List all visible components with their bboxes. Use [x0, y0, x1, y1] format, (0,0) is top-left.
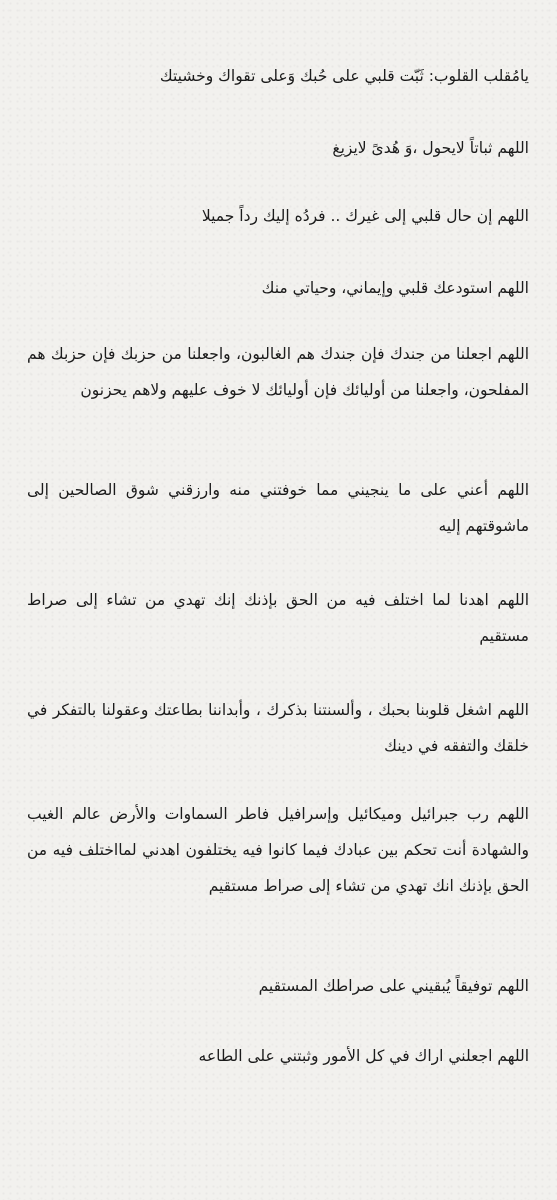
- dua-paragraph-8: اللهم اشغل قلوبنا بحبك ، وألسنتنا بذكرك ، وأبداننا بطاعتك وعقولنا بالتفكر في خلقك والتفقه في دينك: [27, 701, 529, 755]
- dua-paragraph-1: يامُقلب القلوب: ثَبّت قلبي على حُبك وَعلى تقواك وخشيتك: [159, 67, 529, 85]
- dua-paragraph-9: اللهم رب جبرائيل وميكائيل وإسرافيل فاطر السماوات والأرض عالم الغيب والشهادة أنت تحكم بين عبادك فيما كانوا فيه يختلفون اهدني لمااختلف فيه من الحق بإذنك انك تهدي من تشاء إلى صراط مستقيم: [27, 805, 529, 895]
- dua-paragraph-2: اللهم ثباتاً لايحول ،وَ هُدىً لايزيغ: [332, 139, 529, 157]
- dua-paragraph-5: اللهم اجعلنا من جندك فإن جندك هم الغالبون، واجعلنا من حزبك فإن حزبك هم المفلحون، واجعلنا من أوليائك فإن أوليائك لا خوف عليهم ولاهم يحزنون: [27, 345, 529, 399]
- dua-paragraph-11: اللهم اجعلني اراك في كل الأمور وثبتني على الطاعه: [198, 1047, 529, 1065]
- dua-paragraph-10: اللهم توفيقاً يُبقيني على صراطك المستقيم: [258, 977, 529, 995]
- dua-paragraph-4: اللهم استودعك قلبي وإيماني، وحياتي منك: [261, 279, 529, 297]
- dua-paragraph-3: اللهم إن حال قلبي إلى غيرك .. فردُه إليك رداً جميلا: [201, 207, 529, 225]
- dua-paragraph-6: اللهم أعني على ما ينجيني مما خوفتني منه وارزقني شوق الصالحين إلى ماشوقتهم إليه: [27, 481, 529, 535]
- dua-paragraph-7: اللهم اهدنا لما اختلف فيه من الحق بإذنك إنك تهدي من تشاء إلى صراط مستقيم: [27, 591, 529, 645]
